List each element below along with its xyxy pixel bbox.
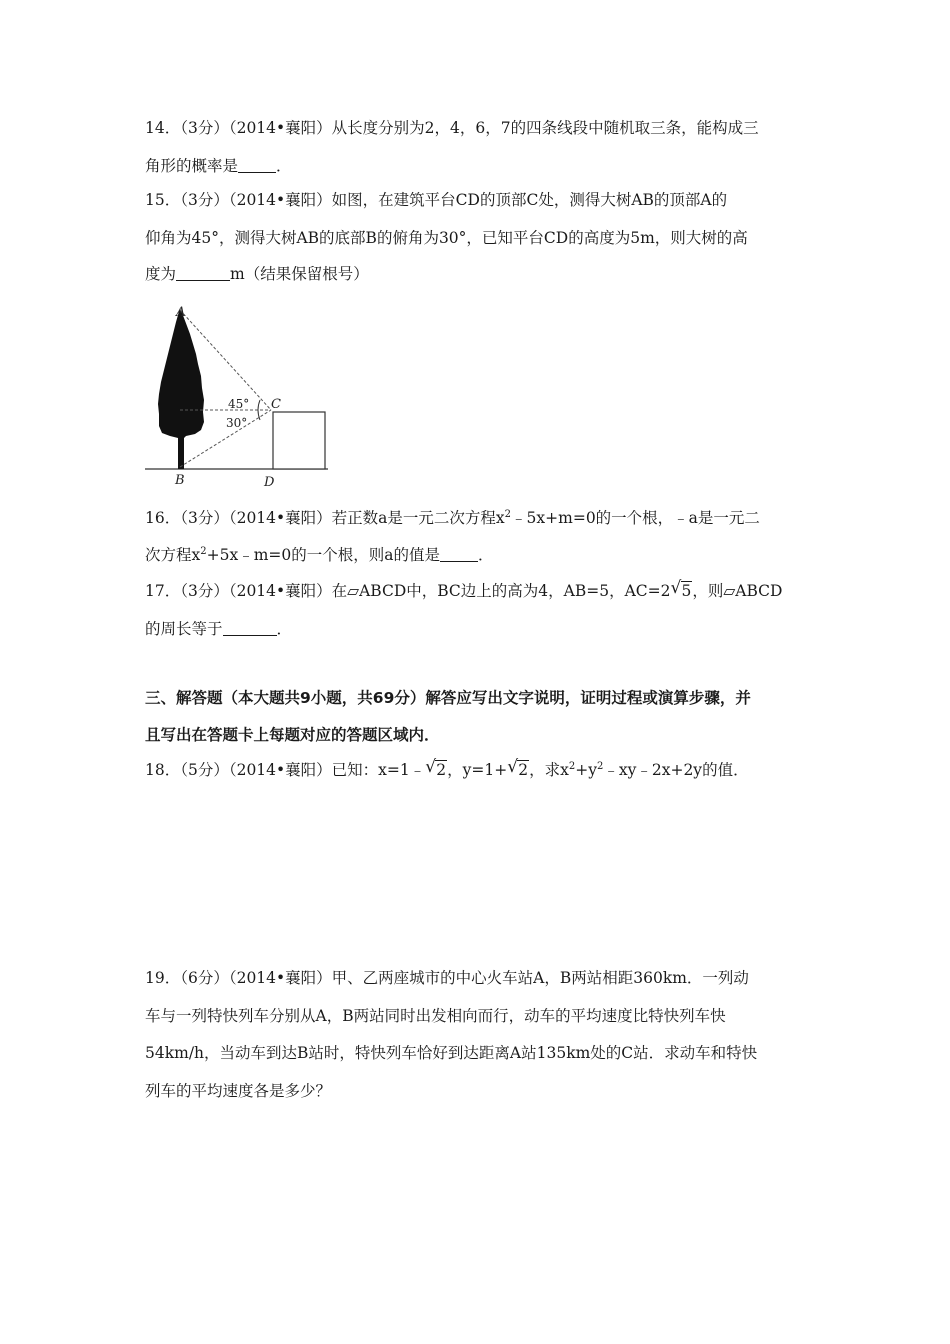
q18-text-e: ﹣xy﹣2x+2y的值．: [603, 761, 749, 779]
q17-line1: [145, 578, 783, 601]
q18-text-b: ，y=1+: [447, 761, 508, 779]
answer-blank: [238, 158, 276, 173]
q18-text-a: 18．（5分）（2014•襄阳）已知：x=1﹣: [145, 761, 426, 779]
exponent: 2: [200, 546, 207, 557]
q15-text-a: 度为: [145, 265, 177, 283]
answer-blank: [223, 621, 277, 636]
tree-platform-figure: [140, 300, 340, 490]
q15-line2: 仰角为45°，测得大树AB的底部B的俯角为30°，已知平台CD的高度为5m，则大树的高: [145, 229, 748, 247]
q17-text-b: ，则▱ABCD: [692, 582, 783, 600]
angle-30-label: 30°: [226, 416, 248, 430]
q19-line1: 19．（6分）（2014•襄阳）甲、乙两座城市的中心火车站A，B两站相距360km．一列动: [145, 969, 749, 987]
exponent: 2: [504, 509, 512, 520]
label-c: C: [271, 397, 281, 412]
answer-blank: [176, 266, 230, 281]
q15-line1: 15．（3分）（2014•襄阳）如图，在建筑平台CD的顶部C处，测得大树AB的顶部A的: [145, 191, 728, 209]
q14-end: ．: [276, 157, 292, 175]
section-heading-line2: 且写出在答题卡上每题对应的答题区域内．: [145, 726, 440, 744]
label-a: A: [176, 305, 186, 320]
platform-cd: [273, 412, 325, 469]
q15-line3: [145, 264, 369, 284]
q16-text-b: ﹣5x+m=0的一个根，﹣a是一元二: [511, 509, 760, 527]
q14-text: 角形的概率是: [145, 157, 239, 175]
q16-end: ．: [478, 546, 494, 564]
sqrt-radicand: 5: [681, 582, 692, 600]
q18-line1: [145, 757, 749, 780]
label-b: B: [175, 473, 185, 488]
q17-end: ．: [276, 620, 293, 638]
q18-text-d: +y: [575, 761, 597, 779]
q17-text-a: 17．（3分）（2014•襄阳）在▱ABCD中，BC边上的高为4，AB=5，AC=2: [145, 582, 671, 600]
q18-text-c: ，求x: [529, 761, 569, 779]
q16-line1: [145, 508, 760, 528]
tree-silhouette: [158, 308, 204, 469]
q17-line2: [145, 619, 292, 639]
q19-line4: 列车的平均速度各是多少？: [145, 1082, 332, 1100]
sqrt-symbol: √ 2: [425, 757, 447, 779]
q19-line2: 车与一列特快列车分别从A，B两站同时出发相向而行，动车的平均速度比特快列车快: [145, 1007, 726, 1025]
q19-line3: 54km/h，当动车到达B站时，特快列车恰好到达距离A站135km处的C站．求动车和特快: [145, 1044, 758, 1062]
q14-line1: 14．（3分）（2014•襄阳）从长度分别为2，4，6，7的四条线段中随机取三条，能构成三: [145, 119, 759, 137]
sqrt-symbol: √ 5: [670, 578, 692, 600]
q15-text-b: m（结果保留根号）: [230, 265, 369, 283]
exponent: 2: [568, 761, 576, 772]
label-d: D: [264, 475, 275, 490]
angle-45-label: 45°: [228, 397, 250, 411]
q16-text-a: 16．（3分）（2014•襄阳）若正数a是一元二次方程x: [145, 509, 505, 527]
q14-line2: [145, 156, 292, 176]
section-heading-line1: 三、解答题（本大题共9小题，共69分）解答应写出文字说明，证明过程或演算步骤，并: [145, 689, 751, 707]
sqrt-symbol: √ 2: [507, 757, 529, 779]
q16-line2: [145, 545, 494, 565]
angle-arc: [258, 400, 260, 420]
exponent: 2: [596, 761, 604, 772]
q16-text-c: 次方程x: [145, 546, 201, 564]
sqrt-radicand: 2: [436, 761, 447, 779]
sqrt-radicand: 2: [518, 761, 529, 779]
q16-text-d: +5x﹣m=0的一个根，则a的值是: [206, 546, 441, 564]
answer-blank: [440, 547, 478, 562]
q17-text-c: 的周长等于: [145, 620, 223, 638]
